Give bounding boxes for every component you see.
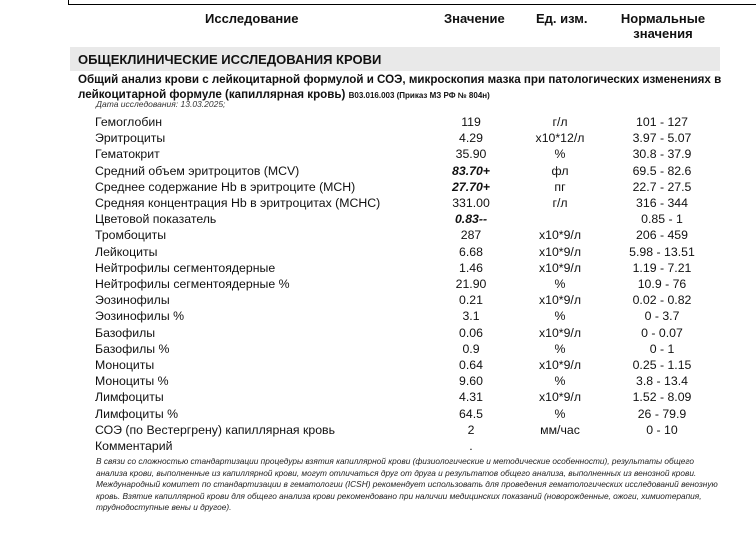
row-value: 119 — [461, 115, 481, 129]
row-value: 331.00 — [452, 196, 490, 210]
row-name: Моноциты — [95, 358, 155, 372]
section-title: ОБЩЕКЛИНИЧЕСКИЕ ИССЛЕДОВАНИЯ КРОВИ — [78, 52, 382, 67]
row-unit: % — [554, 341, 566, 356]
row-name: Гемоглобин — [95, 115, 163, 129]
row-unit: % — [554, 374, 566, 389]
row-value: 21.90 — [455, 277, 487, 291]
table-row — [0, 373, 756, 389]
table-row — [0, 244, 756, 260]
row-unit: % — [554, 277, 566, 291]
row-norm: 10.9 - 76 — [637, 277, 687, 291]
column-header-value: Значение — [444, 11, 505, 26]
table-row — [0, 389, 756, 405]
row-value: 64.5 — [459, 406, 483, 421]
row-value: 9.60 — [459, 374, 483, 389]
row-unit: % — [554, 309, 566, 324]
row-value: 6.68 — [459, 244, 483, 259]
row-unit: мм/час — [540, 422, 580, 437]
row-name: Моноциты % — [95, 374, 169, 389]
row-norm: 0 - 0.07 — [641, 325, 683, 340]
table-row — [0, 227, 756, 243]
row-norm: 30.8 - 37.9 — [632, 147, 692, 162]
row-value: 0.9 — [462, 341, 480, 356]
row-value: 35.90 — [455, 147, 487, 162]
test-code: B03.016.003 (Приказ МЗ РФ № 804н) — [348, 91, 490, 100]
table-row — [0, 211, 756, 227]
row-norm: 26 - 79.9 — [637, 406, 687, 421]
column-header-norm-line2: значения — [633, 26, 693, 41]
row-name: Эозинофилы % — [95, 309, 185, 324]
row-name: Базофилы % — [95, 341, 170, 356]
row-name: Базофилы — [95, 325, 156, 340]
column-header-unit: Ед. изм. — [536, 11, 588, 26]
row-norm: 3.8 - 13.4 — [636, 374, 688, 389]
row-unit: x10*9/л — [538, 293, 582, 308]
row-value: 1.46 — [459, 260, 483, 275]
row-value: 2 — [467, 422, 475, 437]
row-name: Средний объем эритроцитов (MCV) — [95, 163, 300, 178]
table-row — [0, 260, 756, 276]
table-row — [0, 146, 756, 162]
row-norm: 0 - 10 — [646, 422, 678, 437]
row-name: Лимфоциты — [95, 390, 164, 405]
row-unit: x10*9/л — [538, 260, 582, 275]
row-value: 0.21 — [459, 293, 483, 308]
top-frame-border — [68, 0, 756, 5]
row-norm: 3.97 - 5.07 — [632, 131, 692, 146]
footnote: В связи со сложностью стандартизации процедуры взятия капиллярной крови (физиологические и методические особенности), результаты общего анализа крови, выполненные из капиллярной крови, могут отличаться друг от друга и результатов общего анализа, выполненных из венозной крови. Международный комитет по стандартизации в гематологии (ICSH) рекомендует использовать для проведения гематологических исследований венозную кровь. Взятие капиллярной крови для общего анализа крови рекомендовано при наличии медицинских показаний (новорожденные, ожоги, химиотерапия, труднодоступные вены и другое). — [96, 456, 718, 512]
table-row — [0, 130, 756, 146]
table-row — [0, 195, 756, 211]
row-value: 0.06 — [459, 325, 483, 340]
row-name: Цветовой показатель — [95, 212, 217, 227]
row-name: Лейкоциты — [95, 244, 158, 259]
row-unit: x10*9/л — [538, 325, 582, 340]
row-name: Тромбоциты — [95, 228, 167, 243]
row-unit: г/л — [552, 196, 568, 210]
row-name: СОЭ (по Вестергрену) капиллярная кровь — [95, 422, 335, 437]
row-unit: x10*9/л — [538, 244, 582, 259]
row-norm: 22.7 - 27.5 — [632, 179, 692, 194]
row-unit: x10*9/л — [538, 358, 582, 372]
row-norm: 5.98 - 13.51 — [629, 244, 695, 259]
table-row — [0, 406, 756, 422]
row-norm: 101 - 127 — [636, 115, 688, 129]
table-row — [0, 163, 756, 179]
table-row — [0, 308, 756, 324]
table-row — [0, 341, 756, 357]
table-row — [0, 325, 756, 341]
table-row — [0, 292, 756, 308]
row-norm: 0 - 3.7 — [644, 309, 680, 324]
row-value: 0.64 — [459, 358, 483, 372]
row-value: 3.1 — [462, 309, 480, 324]
row-norm: 0.25 - 1.15 — [632, 358, 692, 372]
row-unit: x10*9/л — [538, 390, 582, 405]
row-norm: 0.02 - 0.82 — [632, 293, 692, 308]
row-name: Комментарий — [95, 439, 173, 453]
row-value: 287 — [460, 228, 482, 243]
row-unit: x10*9/л — [538, 228, 582, 243]
row-norm: 1.19 - 7.21 — [632, 260, 692, 275]
row-norm: 1.52 - 8.09 — [632, 390, 692, 405]
table-row — [0, 357, 756, 373]
row-value: 27.70+ — [452, 179, 490, 194]
row-value: . — [469, 439, 473, 453]
row-value: 0.83-- — [454, 212, 488, 227]
row-name: Нейтрофилы сегментоядерные — [95, 260, 276, 275]
table-row — [0, 179, 756, 195]
row-unit: фл — [551, 163, 569, 178]
table-row — [0, 438, 756, 454]
table-row — [0, 114, 756, 130]
row-unit: г/л — [552, 115, 568, 129]
row-norm: 206 - 459 — [636, 228, 688, 243]
table-row — [0, 276, 756, 292]
row-norm: 69.5 - 82.6 — [632, 163, 692, 178]
test-name-text: Общий анализ крови с лейкоцитарной формулой и СОЭ, микроскопия мазка при патологических изменениях в лейкоцитарной формуле (капиллярная кровь) — [78, 73, 722, 101]
row-norm: 316 - 344 — [636, 196, 688, 210]
row-name: Эозинофилы — [95, 293, 170, 308]
row-unit: % — [554, 147, 566, 162]
column-header-norm — [610, 11, 716, 41]
row-norm: 0 - 1 — [649, 341, 675, 356]
section-band — [70, 47, 720, 71]
row-unit: % — [554, 406, 566, 421]
row-name: Средняя концентрация Hb в эритроцитах (MCHC) — [95, 196, 381, 210]
row-name: Среднее содержание Hb в эритроците (MCH) — [95, 179, 356, 194]
row-norm: 0.85 - 1 — [641, 212, 683, 227]
row-value: 4.31 — [459, 390, 483, 405]
column-header-test: Исследование — [205, 11, 299, 26]
row-name: Лимфоциты % — [95, 406, 179, 421]
row-name: Гематокрит — [95, 147, 160, 162]
column-header-norm-line1: Нормальные — [620, 11, 706, 26]
row-name: Нейтрофилы сегментоядерные % — [95, 277, 290, 291]
row-name: Эритроциты — [95, 131, 166, 146]
row-unit: x10*12/л — [535, 131, 585, 146]
row-unit: пг — [554, 179, 566, 194]
row-value: 83.70+ — [452, 163, 490, 178]
table-row — [0, 422, 756, 438]
study-date: Дата исследования: 13.03.2025; — [96, 99, 226, 109]
row-value: 4.29 — [459, 131, 483, 146]
